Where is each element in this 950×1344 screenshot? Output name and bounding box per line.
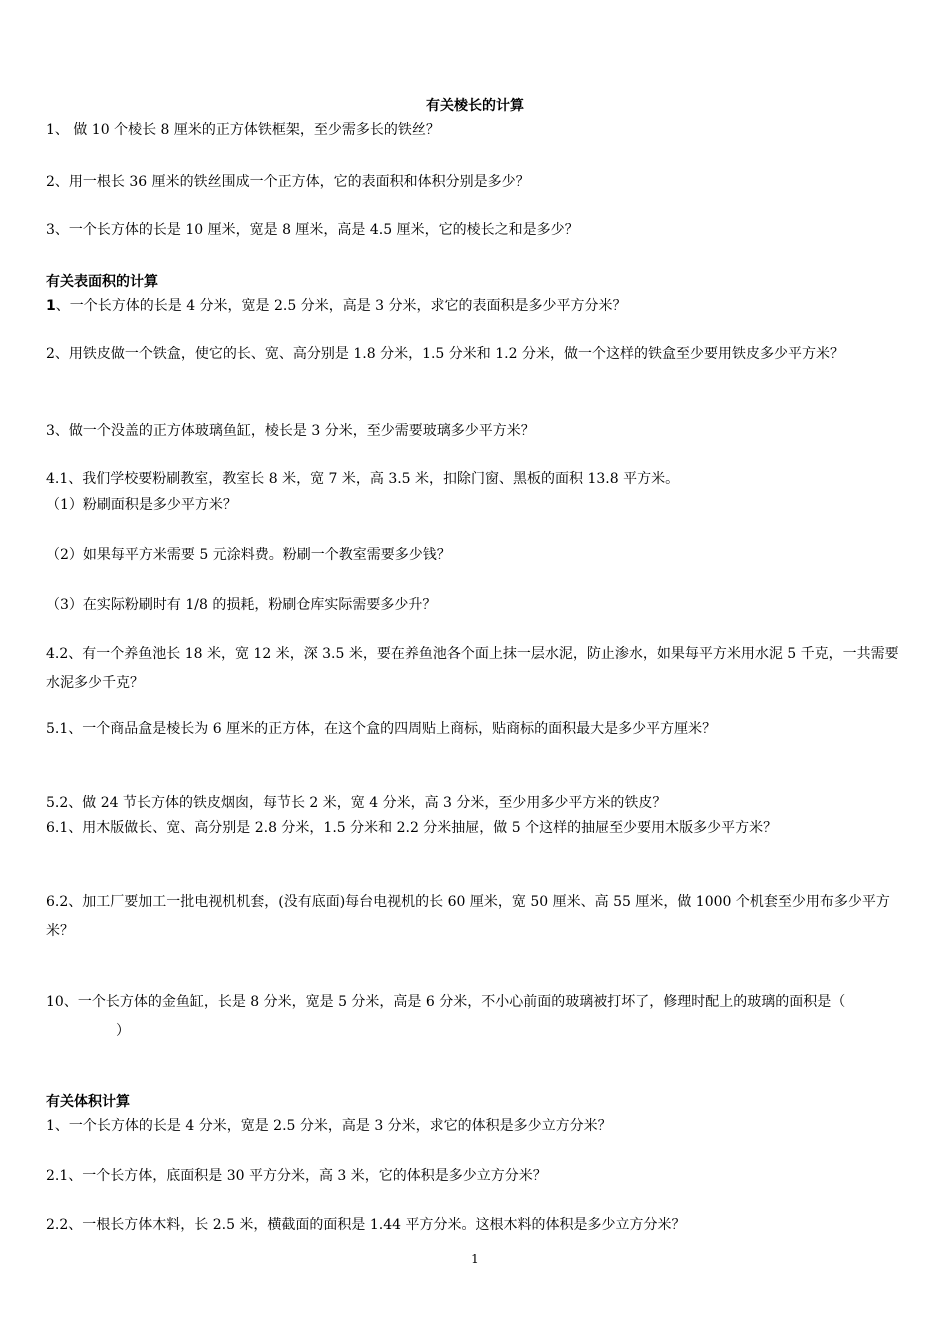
question-number: 1 (46, 298, 56, 314)
section-title-surface-area: 有关表面积的计算 (46, 274, 158, 290)
question-surface-5-2: 5.2、做 24 节长方体的铁皮烟囱，每节长 2 米，宽 4 分米，高 3 分米，至少用多少平方米的铁皮？ (46, 795, 667, 811)
question-surface-4-1-c: （3）在实际粉刷时有 1/8 的损耗，粉刷仓库实际需要多少升？ (46, 597, 437, 613)
question-surface-3: 3、做一个没盖的正方体玻璃鱼缸，棱长是 3 分米，至少需要玻璃多少平方米？ (46, 423, 535, 439)
question-text: 10、一个长方体的金鱼缸，长是 8 分米，宽是 5 分米，高是 6 分米，不小心前面的玻璃被打坏了，修理时配上的玻璃的面积是（ (46, 994, 846, 1010)
question-edge-3: 3、一个长方体的长是 10 厘米，宽是 8 厘米，高是 4.5 厘米，它的棱长之和是多少？ (46, 222, 579, 238)
question-surface-5-1: 5.1、一个商品盒是棱长为 6 厘米的正方体，在这个盒的四周贴上商标，贴商标的面积最大是多少平方厘米？ (46, 721, 717, 737)
question-surface-6-1: 6.1、用木版做长、宽、高分别是 2.8 分米，1.5 分米和 2.2 分米抽屉，做 5 个这样的抽屉至少要用木版多少平方米？ (46, 820, 778, 836)
question-surface-4-1-b: （2）如果每平方米需要 5 元涂料费。粉刷一个教室需要多少钱？ (46, 547, 451, 563)
question-surface-4-1: 4.1、我们学校要粉刷教室，教室长 8 米，宽 7 米，高 3.5 米，扣除门窗、黑板的面积 13.8 平方米。 (46, 471, 680, 487)
question-surface-4-2: 4.2、有一个养鱼池长 18 米，宽 12 米，深 3.5 米，要在养鱼池各个面上抹一层水泥，防止渗水，如果每平方米用水泥 5 千克，一共需要水泥多少千克？ (46, 646, 899, 691)
question-surface-2: 2、用铁皮做一个铁盒，使它的长、宽、高分别是 1.8 分米，1.5 分米和 1.2 分米，做一个这样的铁盒至少要用铁皮多少平方米？ (46, 346, 844, 362)
question-surface-6-2: 6.2、加工厂要加工一批电视机机套，(没有底面)每台电视机的长 60 厘米，宽 50 厘米、高 55 厘米，做 1000 个机套至少用布多少平方米？ (46, 894, 890, 939)
section-title-edge-length: 有关棱长的计算 (426, 98, 524, 114)
question-surface-10 (46, 988, 908, 1046)
section-title-volume: 有关体积计算 (46, 1094, 130, 1110)
blank-close: ） (116, 1023, 130, 1039)
question-text: 、一个长方体的长是 4 分米，宽是 2.5 分米，高是 3 分米，求它的表面积是多少平方分米？ (55, 298, 627, 314)
question-surface-1 (46, 295, 908, 317)
question-surface-4-1-a: （1）粉刷面积是多少平方米？ (46, 497, 237, 513)
question-volume-1: 1、一个长方体的长是 4 分米，宽是 2.5 分米，高是 3 分米，求它的体积是多少立方分米？ (46, 1118, 612, 1134)
question-edge-1: 1、 做 10 个棱长 8 厘米的正方体铁框架，至少需多长的铁丝？ (46, 122, 440, 138)
page-number: 1 (471, 1252, 479, 1266)
question-edge-2: 2、用一根长 36 厘米的铁丝围成一个正方体，它的表面积和体积分别是多少？ (46, 174, 530, 190)
question-volume-2-1: 2.1、一个长方体，底面积是 30 平方分米，高 3 米，它的体积是多少立方分米？ (46, 1168, 547, 1184)
question-volume-2-2: 2.2、一根长方体木料，长 2.5 米，横截面的面积是 1.44 平方分米。这根木料的体积是多少立方分米？ (46, 1217, 686, 1233)
